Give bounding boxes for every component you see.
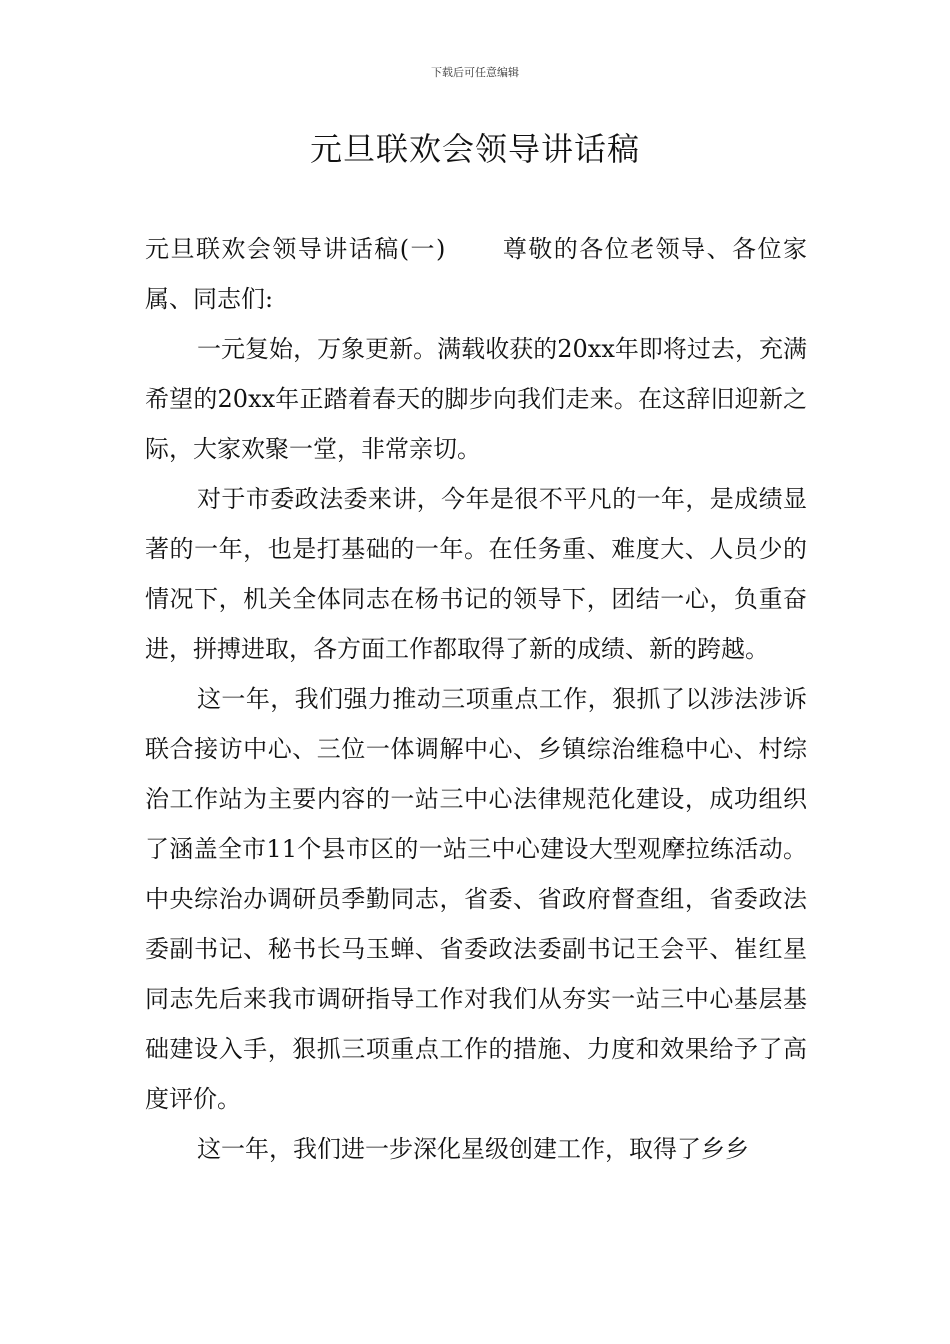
intro-paragraph (145, 224, 807, 324)
intro-greeting: 尊敬的各位老领导、各位家属、同志们: (145, 235, 807, 313)
body-paragraph-2: 对于市委政法委来讲，今年是很不平凡的一年，是成绩显著的一年，也是打基础的一年。在任务重、难度大、人员少的情况下，机关全体同志在杨书记的领导下，团结一心，负重奋进，拼搏进取，各方面工作都取得了新的成绩、新的跨越。 (145, 485, 807, 663)
body-paragraph-4: 这一年，我们进一步深化星级创建工作，取得了乡乡 (197, 1135, 749, 1163)
intro-heading: 元旦联欢会领导讲话稿(一) (145, 235, 446, 263)
body-paragraph-1: 一元复始，万象更新。满载收获的20xx年即将过去，充满希望的20xx年正踏着春天的脚步向我们走来。在这辞旧迎新之际，大家欢聚一堂，非常亲切。 (145, 335, 807, 463)
document-body (145, 224, 807, 1174)
header-note: 下载后可任意编辑 (431, 66, 519, 79)
document-title: 元旦联欢会领导讲话稿 (309, 130, 640, 168)
body-paragraph-3: 这一年，我们强力推动三项重点工作，狠抓了以涉法涉诉联合接访中心、三位一体调解中心、乡镇综治维稳中心、村综治工作站为主要内容的一站三中心法律规范化建设，成功组织了涵盖全市11个县市区的一站三中心建设大型观摩拉练活动。中央综治办调研员季勤同志，省委、省政府督查组，省委政法委副书记、秘书长马玉蝉、省委政法委副书记王会平、崔红星同志先后来我市调研指导工作对我们从夯实一站三中心基层基础建设入手，狠抓三项重点工作的措施、力度和效果给予了高度评价。 (145, 685, 807, 1113)
